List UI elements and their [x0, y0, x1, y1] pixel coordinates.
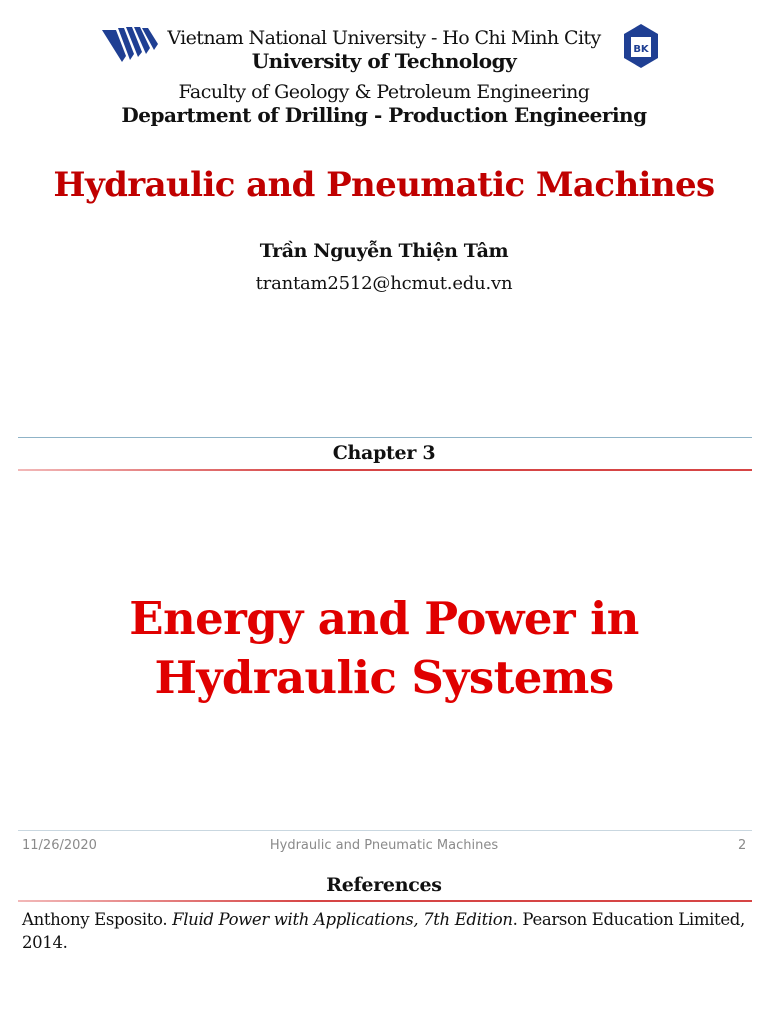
footer-rule	[18, 830, 752, 831]
course-title: Hydraulic and Pneumatic Machines	[53, 165, 715, 205]
reference-entry	[22, 908, 757, 954]
reference-book-title: Fluid Power with Applications, 7th Edition	[172, 910, 513, 929]
footer-course: Hydraulic and Pneumatic Machines	[269, 838, 499, 853]
top-rule-red	[18, 469, 752, 471]
chapter-label: Chapter 3	[332, 442, 436, 464]
chapter-title-line-2: Hydraulic Systems	[154, 651, 614, 704]
faculty-name: Faculty of Geology & Petroleum Engineering	[178, 81, 590, 103]
university-name: Vietnam National University - Ho Chi Minh City	[167, 27, 601, 49]
top-rule-blue	[18, 437, 752, 438]
chapter-title-line-1: Energy and Power in	[129, 592, 639, 645]
references-rule-red	[18, 900, 752, 902]
footer-page-number: 2	[738, 838, 747, 853]
references-heading: References	[326, 874, 442, 896]
footer-date: 11/26/2020	[22, 838, 97, 853]
reference-author: Anthony Esposito	[22, 910, 163, 929]
reference-publisher: . Pearson Education Limited, 2014.	[22, 910, 745, 952]
department-name: Department of Drilling - Production Engineering	[121, 103, 647, 127]
reference-separator: .	[162, 910, 173, 929]
bk-logo-text: BK	[633, 44, 649, 55]
author-name: Trần Nguyễn Thiện Tâm	[259, 240, 509, 262]
school-name: University of Technology	[251, 49, 517, 73]
author-email[interactable]: trantam2512@hcmut.edu.vn	[255, 273, 513, 294]
